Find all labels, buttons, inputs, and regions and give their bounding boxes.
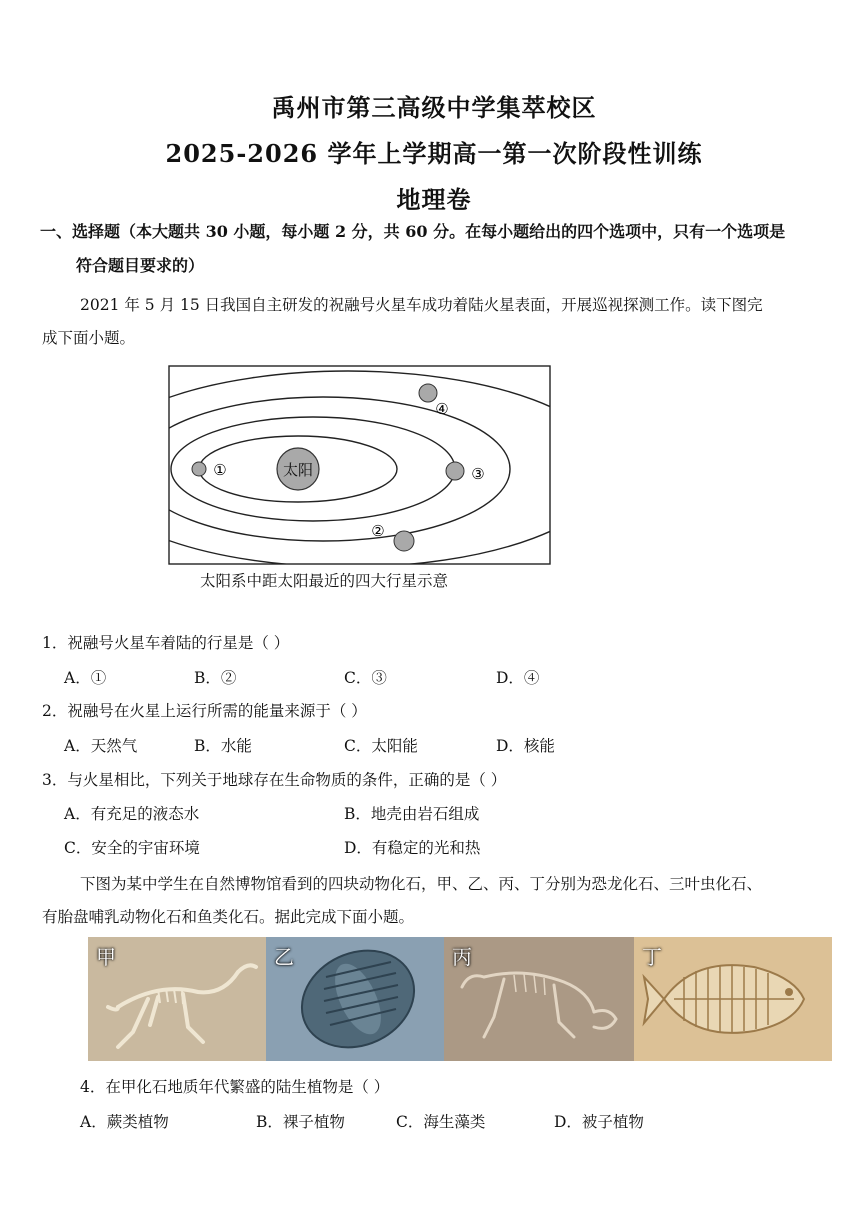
- sun-label: 太阳: [282, 461, 314, 479]
- fossil-ding-image: [634, 937, 832, 1061]
- question-2-option-d: D．核能: [496, 737, 555, 755]
- question-2-option-a: A．天然气: [64, 737, 138, 755]
- passage2-line1: 下图为某中学生在自然博物馆看到的四块动物化石，甲、乙、丙、丁分别为恐龙化石、三叶虫化石、: [80, 875, 763, 893]
- question-2-option-c: C．太阳能: [344, 737, 418, 755]
- question-3-option-b: B．地壳由岩石组成: [344, 805, 480, 823]
- question-3-option-c: C．安全的宇宙环境: [64, 839, 200, 857]
- question-4-option-b: B．裸子植物: [256, 1113, 345, 1131]
- term-title: 2025-2026 学年上学期高一第一次阶段性训练: [165, 139, 703, 168]
- figure-caption: 太阳系中距太阳最近的四大行星示意: [200, 572, 449, 590]
- passage2-line2: 有胎盘哺乳动物化石和鱼类化石。据此完成下面小题。: [42, 908, 415, 926]
- marker-3: ③: [471, 465, 485, 483]
- fossil-label-bing: 丙: [452, 945, 472, 969]
- fossil-jia-image: [88, 937, 266, 1061]
- fossil-bing-image: [444, 937, 634, 1061]
- fossil-yi-image: [266, 937, 444, 1061]
- question-4-option-c: C．海生藻类: [396, 1113, 486, 1131]
- question-1-option-a: A．①: [64, 669, 107, 687]
- question-4-option-d: D．被子植物: [554, 1113, 644, 1131]
- question-3-stem: 3．与火星相比，下列关于地球存在生命物质的条件，正确的是（ ）: [42, 771, 507, 789]
- planet-3-icon: [446, 462, 464, 480]
- question-3-option-d: D．有稳定的光和热: [344, 839, 481, 857]
- question-1-option-d: D．④: [496, 669, 540, 687]
- question-2-option-b: B．水能: [194, 737, 252, 755]
- marker-1: ①: [213, 461, 227, 479]
- question-2-stem: 2．祝融号在火星上运行所需的能量来源于（ ）: [42, 702, 367, 720]
- question-3-option-a: A．有充足的液态水: [64, 805, 200, 823]
- section-heading-line2: 符合题目要求的）: [76, 256, 205, 275]
- school-title: 禹州市第三高级中学集萃校区: [271, 93, 597, 122]
- planet-2-icon: [394, 531, 414, 551]
- planet-1-icon: [192, 462, 206, 476]
- mammal-fossil-icon: [444, 937, 634, 1061]
- passage1-line1: 2021 年 5 月 15 日我国自主研发的祝融号火星车成功着陆火星表面，开展巡视探测工作。读下图完: [80, 296, 763, 314]
- marker-2: ②: [371, 522, 385, 540]
- fossil-label-jia: 甲: [96, 945, 116, 969]
- fossil-label-yi: 乙: [274, 945, 294, 969]
- question-4-option-a: A．蕨类植物: [80, 1113, 169, 1131]
- section-heading-line1: 一、选择题（本大题共 30 小题，每小题 2 分，共 60 分。在每小题给出的四个选项中，只有一个选项是: [40, 222, 786, 241]
- planet-orbit-diagram: [168, 365, 552, 565]
- question-4-stem: 4．在甲化石地质年代繁盛的陆生植物是（ ）: [80, 1078, 390, 1096]
- passage1-line2: 成下面小题。: [42, 329, 136, 347]
- marker-4: ④: [435, 400, 449, 418]
- subject-title: 地理卷: [396, 185, 472, 214]
- question-1-stem: 1．祝融号火星车着陆的行星是（ ）: [42, 634, 290, 652]
- fish-fossil-icon: [634, 937, 832, 1061]
- question-1-option-c: C．③: [344, 669, 387, 687]
- fossil-label-ding: 丁: [642, 945, 662, 969]
- question-1-option-b: B．②: [194, 669, 237, 687]
